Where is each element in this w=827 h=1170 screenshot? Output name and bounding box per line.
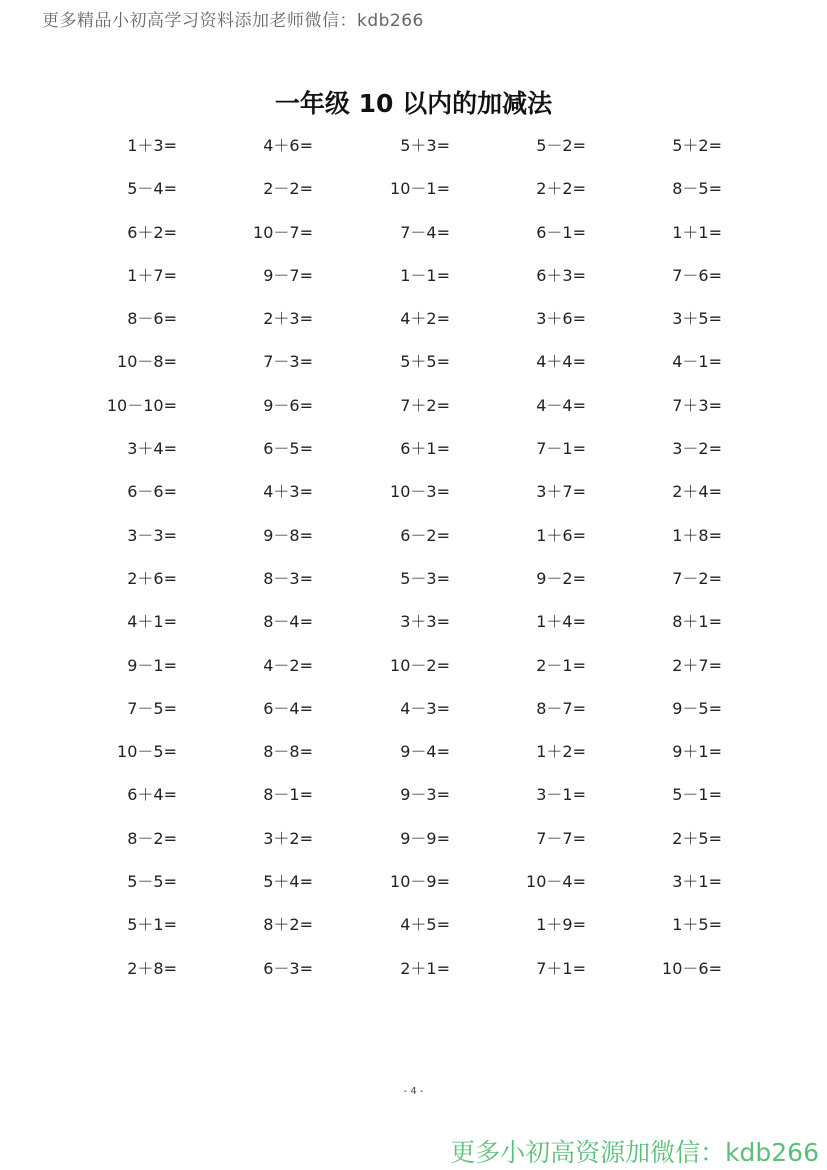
problem-item: 5－1= [672, 785, 722, 805]
problem-item: 6＋1= [400, 439, 450, 459]
problem-row [0, 948, 827, 991]
problem-item: 1＋4= [536, 612, 586, 632]
problem-item: 2＋7= [672, 655, 722, 675]
problem-item: 4－2= [263, 655, 313, 675]
problem-item: 10－3= [390, 482, 450, 502]
problem-item: 8－6= [127, 309, 177, 329]
problem-item: 1＋2= [536, 742, 586, 762]
problem-item: 10－9= [390, 872, 450, 892]
problem-row [0, 688, 827, 731]
problem-item: 8＋1= [672, 612, 722, 632]
problem-row [0, 601, 827, 644]
problem-item: 4＋2= [400, 309, 450, 329]
problem-item: 8－7= [536, 698, 586, 718]
problem-item: 2＋4= [672, 482, 722, 502]
problem-item: 7－6= [672, 265, 722, 285]
problem-item: 4－4= [536, 395, 586, 415]
problem-item: 7＋3= [672, 395, 722, 415]
problem-row [0, 904, 827, 947]
problem-row [0, 774, 827, 817]
problem-item: 1＋1= [672, 222, 722, 242]
problem-item: 8－5= [672, 179, 722, 199]
page-number: - 4 - [403, 1086, 424, 1097]
problem-item: 1＋7= [127, 265, 177, 285]
problem-item: 7－1= [536, 439, 586, 459]
problem-item: 2＋1= [400, 958, 450, 978]
problem-item: 4＋4= [536, 352, 586, 372]
problem-item: 3－1= [536, 785, 586, 805]
problem-row [0, 298, 827, 341]
problem-row [0, 168, 827, 211]
problem-item: 5＋4= [263, 872, 313, 892]
problem-item: 3－2= [672, 439, 722, 459]
problem-item: 7＋1= [536, 958, 586, 978]
problem-item: 9－2= [536, 568, 586, 588]
problem-item: 4－3= [400, 698, 450, 718]
problem-row [0, 861, 827, 904]
problem-item: 5－3= [400, 568, 450, 588]
problem-item: 5＋5= [400, 352, 450, 372]
problem-item: 10－4= [526, 872, 586, 892]
problem-item: 10－6= [662, 958, 722, 978]
problem-item: 4＋3= [263, 482, 313, 502]
problem-item: 10－5= [117, 742, 177, 762]
problem-item: 2－1= [536, 655, 586, 675]
problem-item: 6－3= [263, 958, 313, 978]
problem-item: 9－4= [400, 742, 450, 762]
problem-item: 3＋7= [536, 482, 586, 502]
problem-item: 10－1= [390, 179, 450, 199]
problem-item: 6－2= [400, 525, 450, 545]
problem-row [0, 341, 827, 384]
problem-item: 1＋6= [536, 525, 586, 545]
problem-item: 5＋2= [672, 136, 722, 155]
problem-row [0, 818, 827, 861]
problem-item: 5＋3= [400, 136, 450, 155]
problem-row [0, 255, 827, 298]
problem-item: 9－3= [400, 785, 450, 805]
problem-item: 2＋2= [536, 179, 586, 199]
problem-item: 4＋5= [400, 915, 450, 935]
problem-item: 2－2= [263, 179, 313, 199]
problem-item: 5－2= [536, 136, 586, 155]
problem-item: 5－5= [127, 872, 177, 892]
problem-item: 3＋3= [400, 612, 450, 632]
problem-item: 8＋2= [263, 915, 313, 935]
problem-item: 7－3= [263, 352, 313, 372]
problem-item: 6－6= [127, 482, 177, 502]
problem-item: 8－8= [263, 742, 313, 762]
problem-row [0, 385, 827, 428]
problem-item: 2＋8= [127, 958, 177, 978]
problem-item: 5－4= [127, 179, 177, 199]
problem-row [0, 471, 827, 514]
problem-item: 3＋2= [263, 828, 313, 848]
problem-row [0, 212, 827, 255]
problem-item: 9－1= [127, 655, 177, 675]
header-note: 更多精品小初高学习资料添加老师微信：kdb266 [42, 11, 424, 31]
problem-item: 3－3= [127, 525, 177, 545]
problem-item: 9－9= [400, 828, 450, 848]
problem-item: 7－5= [127, 698, 177, 718]
problem-item: 2＋6= [127, 568, 177, 588]
problem-item: 2＋3= [263, 309, 313, 329]
problem-item: 10－8= [117, 352, 177, 372]
problem-item: 1＋8= [672, 525, 722, 545]
problem-item: 8－1= [263, 785, 313, 805]
problem-item: 3＋5= [672, 309, 722, 329]
problem-item: 9－5= [672, 698, 722, 718]
problem-item: 1＋3= [127, 136, 177, 155]
problem-item: 9－8= [263, 525, 313, 545]
problem-row [0, 428, 827, 471]
problem-item: 8－4= [263, 612, 313, 632]
problem-item: 10－10= [106, 395, 177, 415]
problem-item: 6－1= [536, 222, 586, 242]
problem-item: 3＋6= [536, 309, 586, 329]
problem-item: 8－2= [127, 828, 177, 848]
problem-item: 4＋6= [263, 136, 313, 155]
problem-item: 4＋1= [127, 612, 177, 632]
problem-item: 6＋3= [536, 265, 586, 285]
problem-item: 6＋2= [127, 222, 177, 242]
problem-row [0, 558, 827, 601]
problem-row [0, 645, 827, 688]
problem-item: 1＋5= [672, 915, 722, 935]
problem-item: 6－4= [263, 698, 313, 718]
problem-item: 10－7= [253, 222, 313, 242]
problem-item: 9－7= [263, 265, 313, 285]
problem-item: 7－4= [400, 222, 450, 242]
problem-item: 9＋1= [672, 742, 722, 762]
problem-row [0, 731, 827, 774]
problem-item: 3＋1= [672, 872, 722, 892]
problem-row [0, 125, 827, 168]
problem-item: 1＋9= [536, 915, 586, 935]
problem-item: 6－5= [263, 439, 313, 459]
problem-item: 7－7= [536, 828, 586, 848]
problem-item: 9－6= [263, 395, 313, 415]
problem-item: 2＋5= [672, 828, 722, 848]
problem-item: 5＋1= [127, 915, 177, 935]
problem-item: 4－1= [672, 352, 722, 372]
problem-item: 10－2= [390, 655, 450, 675]
footer-note: 更多小初高资源加微信：kdb266 [450, 1138, 819, 1167]
problem-item: 6＋4= [127, 785, 177, 805]
problem-item: 8－3= [263, 568, 313, 588]
problem-item: 1－1= [400, 265, 450, 285]
problem-row [0, 515, 827, 558]
problem-item: 7－2= [672, 568, 722, 588]
problem-item: 3＋4= [127, 439, 177, 459]
problem-item: 7＋2= [400, 395, 450, 415]
page-title: 一年级 10 以内的加减法 [274, 89, 553, 118]
problem-grid [0, 125, 827, 991]
